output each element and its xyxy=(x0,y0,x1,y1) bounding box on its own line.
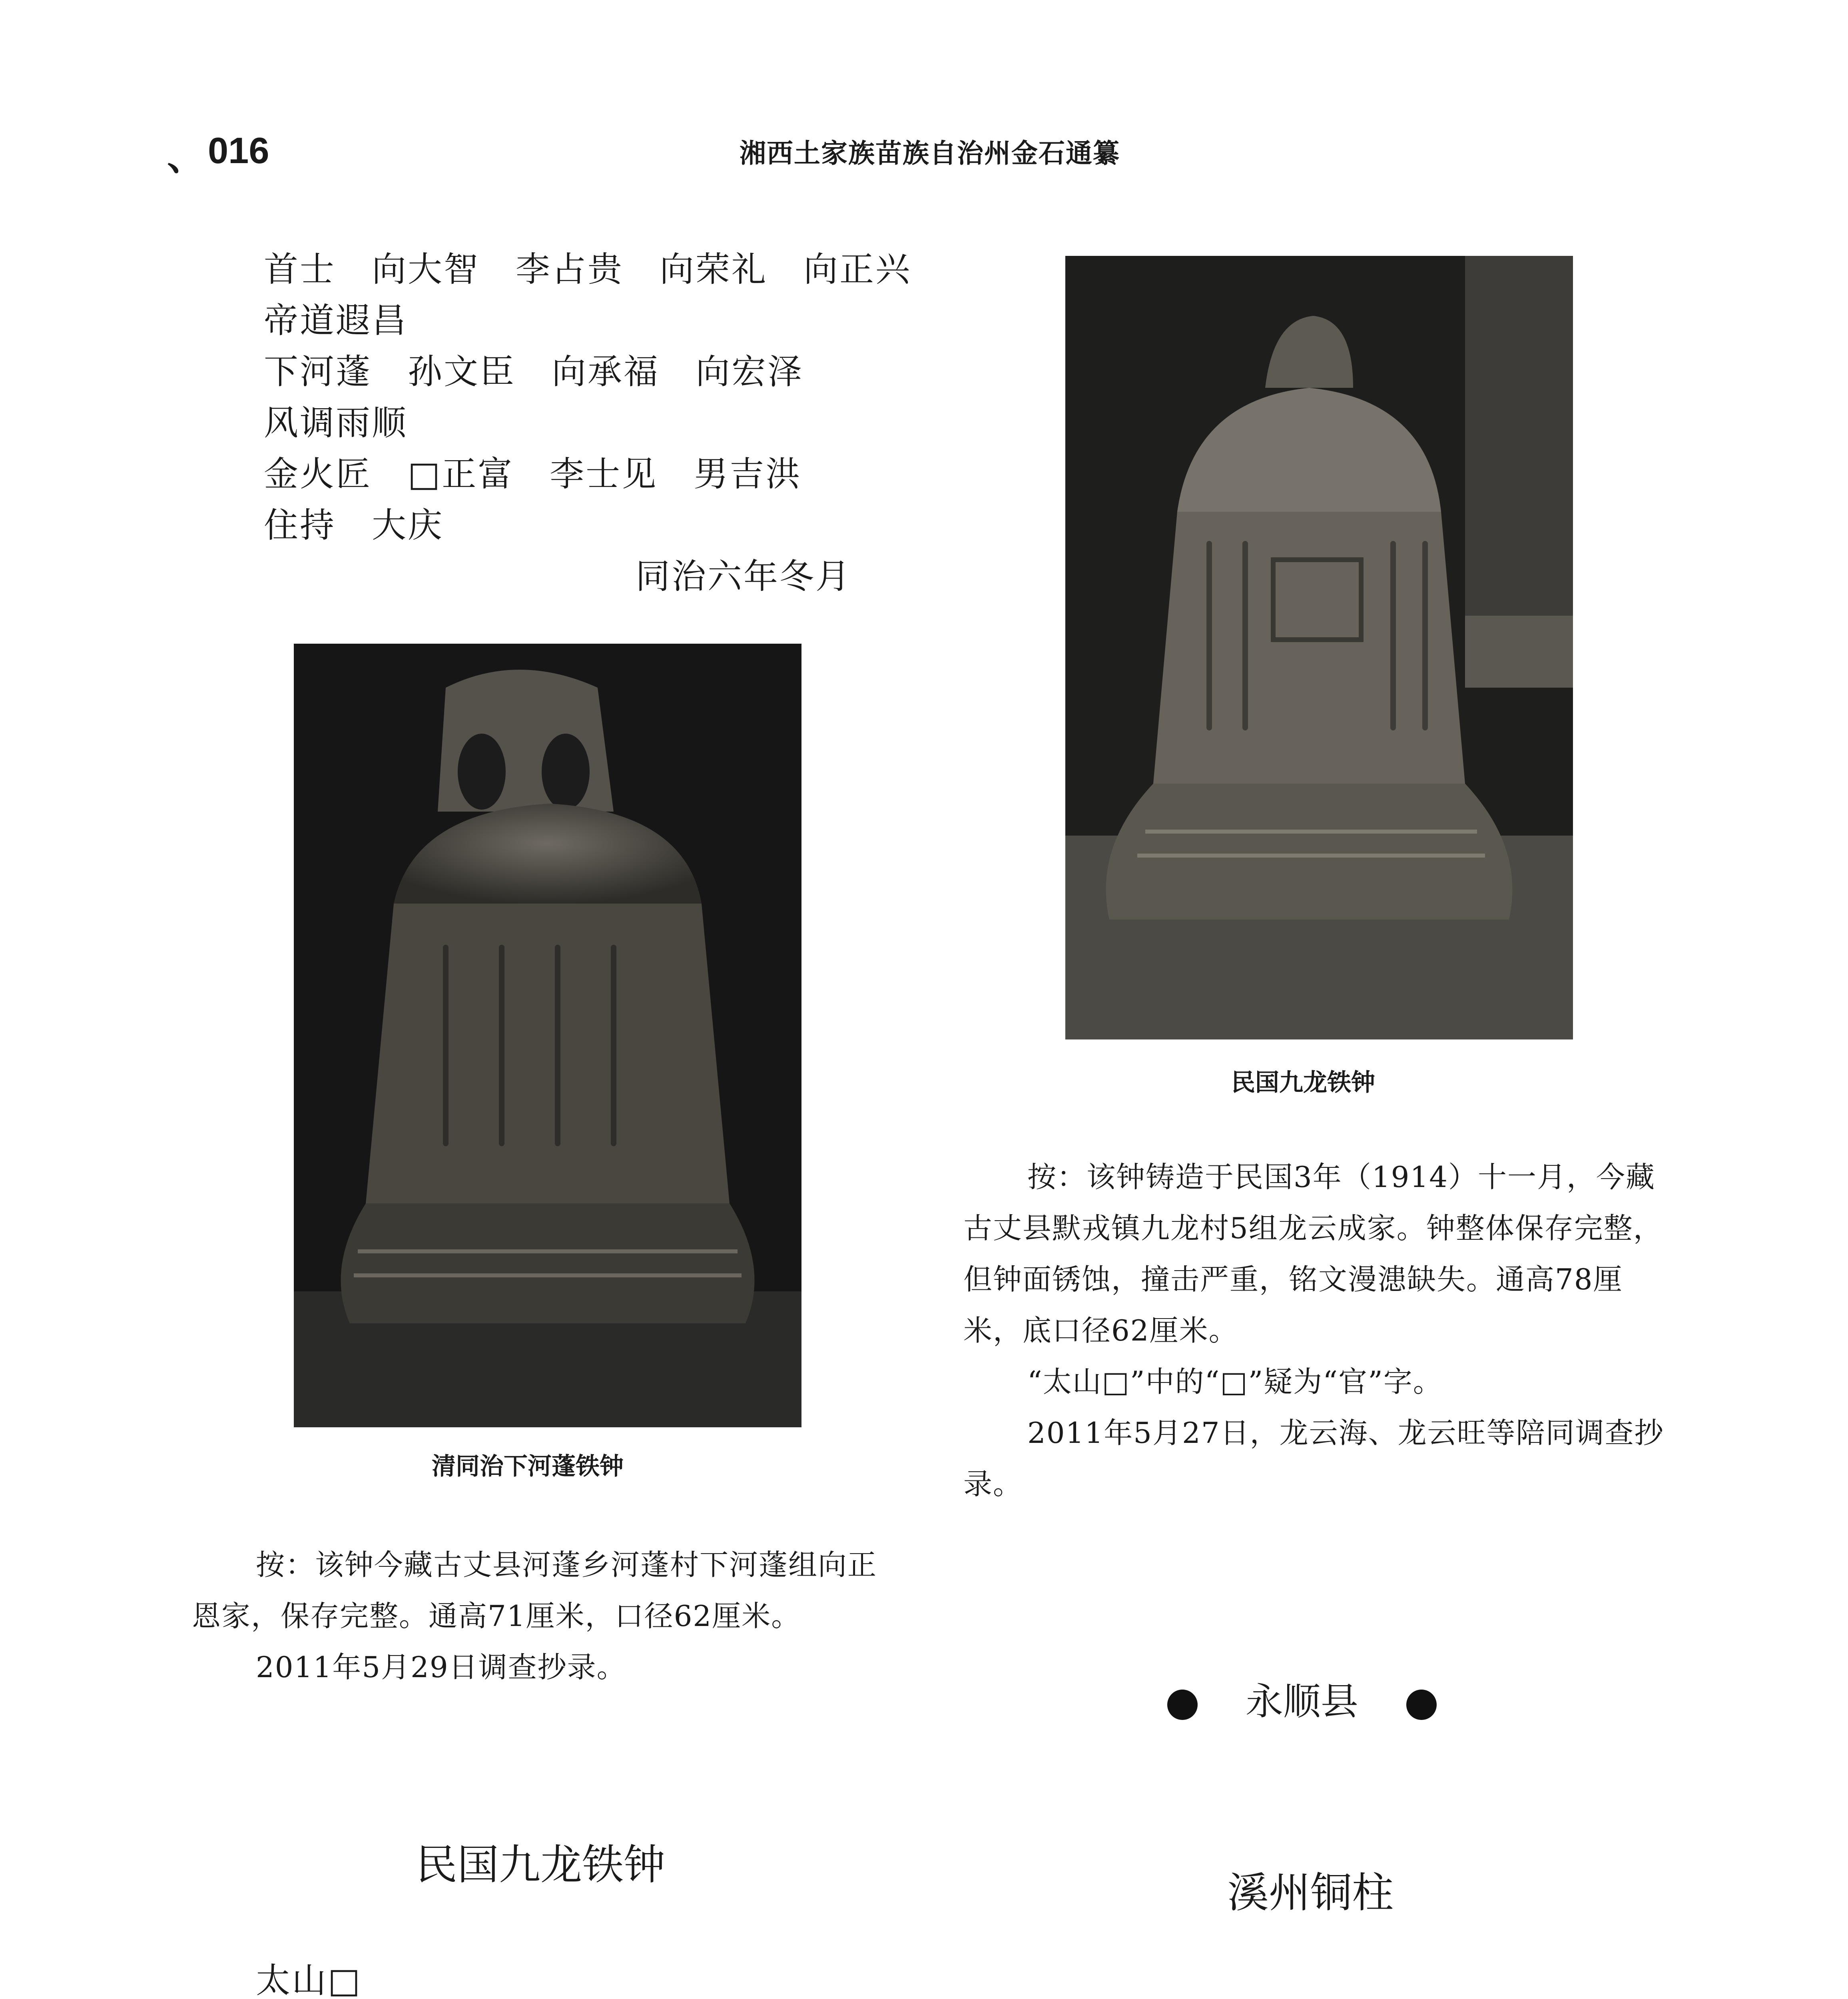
bell-illustration xyxy=(1065,256,1573,1039)
inscription-date: 同治六年冬月 xyxy=(636,557,851,597)
county-heading xyxy=(1167,1671,1437,1725)
note-record: 2011年5月27日，龙云海、龙云旺等陪同调查抄录。 xyxy=(963,1416,1664,1501)
inscription-line: 太山□ xyxy=(256,1961,362,1999)
inscription-line: 下河蓬 孙文臣 向承福 向宏泽 xyxy=(264,352,803,392)
inscription-line: 住持 大庆 xyxy=(264,505,444,545)
photo-jiulong-bell xyxy=(1065,256,1573,1039)
page-number: 016 xyxy=(208,130,269,171)
section-subtitle xyxy=(1115,1993,1461,1999)
book-title: 湘西土家族苗族自治州金石通纂 xyxy=(740,138,1120,168)
bell-illustration xyxy=(294,644,801,1427)
county-name: 永顺县 xyxy=(1245,1680,1358,1724)
section-title: 溪州铜柱 xyxy=(1227,1870,1394,1916)
inscription-line: 风调雨顺 xyxy=(264,403,408,443)
inscription-line: 首士 向大智 李占贵 向荣礼 向正兴 xyxy=(264,249,911,289)
note-paragraph: 按：该钟今藏古丈县河蓬乡河蓬村下河蓬组向正恩家，保存完整。通高71厘米，口径62厘米。 xyxy=(192,1548,877,1633)
header-mark: 、 xyxy=(167,137,204,178)
photo-caption: 清同治下河蓬铁钟 xyxy=(432,1452,624,1480)
section-title: 民国九龙铁钟 xyxy=(416,1842,666,1888)
note-record: 2011年5月29日调查抄录。 xyxy=(256,1650,626,1684)
bullet-dot-icon xyxy=(1406,1690,1437,1720)
note-paragraph: 按：该钟铸造于民国3年（1914）十一月，今藏古丈县默戎镇九龙村5组龙云成家。钟整体保存完整，但钟面锈蚀，撞击严重，铭文漫漶缺失。通高78厘米，底口径62厘米。 xyxy=(963,1160,1663,1347)
note-paragraph: “太山□”中的“□”疑为“官”字。 xyxy=(1027,1365,1443,1399)
inscription-line: 帝道遐昌 xyxy=(264,301,408,341)
inscription-line: 金火匠 □正富 李士见 男吉洪 xyxy=(264,454,802,494)
bullet-dot-icon xyxy=(1167,1690,1198,1720)
photo-qing-bell xyxy=(294,644,801,1427)
photo-caption: 民国九龙铁钟 xyxy=(1231,1069,1375,1097)
